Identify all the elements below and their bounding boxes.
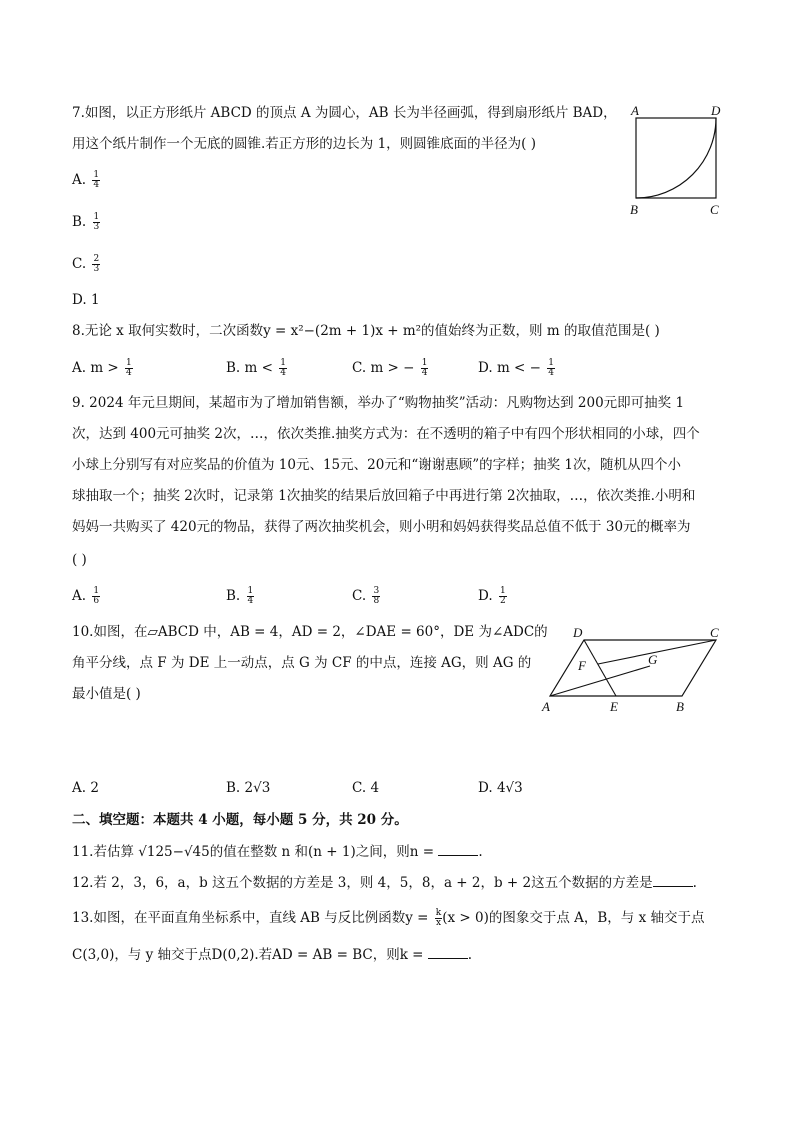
q7-square-figure	[625, 100, 735, 225]
fraction	[547, 359, 555, 378]
fraction	[92, 255, 100, 274]
q13-text-b: (x > 0)的图象交于点 A，B，与 x 轴交于点	[442, 910, 705, 926]
q9-line3: 小球上分别写有对应奖品的价值为 10元、15元、20元和“谢谢惠顾”的字样；抽奖 1次，随机从四个小	[72, 457, 682, 473]
q12-line	[72, 872, 697, 893]
numerator: 1	[548, 358, 554, 368]
answer-blank[interactable]	[428, 944, 468, 959]
q9-option-b[interactable]	[226, 586, 254, 606]
numerator: 1	[421, 358, 428, 368]
option-letter: D.	[478, 360, 493, 376]
q7-option-b[interactable]	[72, 212, 100, 232]
q10-option-a[interactable]	[72, 778, 99, 798]
numerator: k	[435, 908, 442, 918]
option-letter: C.	[352, 780, 367, 796]
option-letter: A.	[72, 172, 87, 188]
q8-option-d[interactable]	[478, 358, 555, 378]
option-letter: B.	[226, 780, 241, 796]
denominator: x	[435, 918, 442, 928]
q9-line4: 球抽取一个；抽奖 2次时，记录第 1次抽奖的结果后放回箱子中再进行第 2次抽取，…，依次类推.小明和	[72, 488, 696, 504]
option-expr: m < −	[496, 360, 541, 376]
q8-option-a[interactable]	[72, 358, 133, 378]
q11-line	[72, 841, 483, 862]
fraction	[279, 359, 287, 378]
label-g: G	[648, 652, 658, 667]
q7-option-c[interactable]	[72, 254, 100, 274]
option-letter: D.	[72, 292, 87, 308]
answer-blank[interactable]	[653, 872, 693, 887]
q13-text-c: C(3,0)，与 y 轴交于点D(0,2).若AD = AB = BC，则k =	[72, 947, 428, 963]
numerator: 1	[280, 358, 286, 368]
numerator: 1	[93, 586, 100, 596]
label-f: F	[578, 658, 586, 673]
label-c: C	[710, 625, 719, 640]
q11-end: .	[478, 844, 483, 860]
denominator: 2	[499, 596, 506, 606]
q12-text: 12.若 2，3，6，a，b 这五个数据的方差是 3，则 4，5，8，a + 2，b + 2这五个数据的方差是	[72, 875, 653, 891]
numerator: 3	[373, 586, 380, 596]
option-letter: A.	[72, 360, 87, 376]
option-letter: C.	[72, 256, 87, 272]
q11-text: 11.若估算 √125−√45的值在整数 n 和(n + 1)之间，则n =	[72, 844, 439, 860]
q9-line2: 次，达到 400元可抽奖 2次，…，依次类推.抽奖方式为：在不透明的箱子中有四个形状相同的小球，四个	[72, 426, 700, 442]
fraction	[247, 587, 255, 606]
q10-line1: 10.如图，在▱ABCD 中，AB = 4，AD = 2，∠DAE = 60°，DE 为∠ADC的	[72, 624, 548, 640]
segment-de	[584, 640, 616, 696]
option-value: 2	[90, 780, 99, 796]
q8-option-b[interactable]	[226, 358, 287, 378]
fraction	[92, 171, 100, 190]
q13-line2	[72, 944, 472, 965]
numerator: 2	[93, 254, 100, 264]
option-expr: m > −	[370, 360, 415, 376]
option-value: 2√3	[244, 780, 271, 796]
q7-option-a[interactable]	[72, 170, 100, 190]
fraction	[93, 213, 101, 232]
numerator: 1	[93, 170, 100, 180]
option-expr: m >	[90, 360, 119, 376]
denominator: 8	[373, 596, 380, 606]
parallelogram-abcd	[550, 640, 716, 696]
fraction	[125, 359, 133, 378]
q13-line1	[72, 908, 705, 928]
option-value: 1	[90, 292, 100, 308]
option-value: 4√3	[496, 780, 523, 796]
q10-line2: 角平分线，点 F 为 DE 上一动点，点 G 为 CF 的中点，连接 AG，则 AG 的	[72, 655, 532, 671]
q13-text-a: 13.如图，在平面直角坐标系中，直线 AB 与反比例函数y =	[72, 910, 433, 926]
q9-option-a[interactable]	[72, 586, 100, 606]
q9-option-c[interactable]	[352, 586, 380, 606]
numerator: 1	[93, 212, 100, 222]
q8-line1: 8.无论 x 取何实数时，二次函数y = x²−(2m + 1)x + m²的值始终为正数，则 m 的取值范围是( )	[72, 323, 660, 339]
answer-blank[interactable]	[438, 841, 478, 856]
option-letter: B.	[226, 588, 241, 604]
q10-option-d[interactable]	[478, 778, 523, 798]
label-b: B	[630, 202, 638, 217]
label-d: D	[573, 625, 583, 640]
fraction	[92, 587, 100, 606]
q12-end: .	[692, 875, 697, 891]
option-letter: D.	[478, 588, 493, 604]
q10-option-b[interactable]	[226, 778, 270, 798]
square-abcd	[636, 118, 716, 198]
q7-line2: 用这个纸片制作一个无底的圆锥.若正方形的边长为 1，则圆锥底面的半径为( )	[72, 136, 536, 152]
option-value: 4	[370, 780, 380, 796]
option-expr: m <	[244, 360, 273, 376]
denominator: 3	[93, 264, 100, 274]
option-letter: A.	[72, 588, 87, 604]
option-letter: B.	[72, 214, 87, 230]
q9-line5: 妈妈一共购买了 420元的物品，获得了两次抽奖机会，则小明和妈妈获得奖品总值不低于 30元的概率为	[72, 519, 691, 535]
option-letter: C.	[352, 588, 367, 604]
q9-option-d[interactable]	[478, 586, 507, 606]
option-letter: B.	[226, 360, 241, 376]
label-c: C	[710, 202, 719, 217]
q10-parallelogram-figure	[536, 622, 736, 714]
q10-option-c[interactable]	[352, 778, 379, 798]
q7-line1: 7.如图，以正方形纸片 ABCD 的顶点 A 为圆心，AB 长为半径画弧，得到扇形纸片 BAD，	[72, 105, 617, 121]
q9-line1: 9. 2024 年元旦期间，某超市为了增加销售额，举办了“购物抽奖”活动：凡购物达到 200元即可抽奖 1	[72, 395, 685, 411]
q8-option-c[interactable]	[352, 358, 428, 378]
denominator: 4	[280, 368, 286, 378]
option-letter: C.	[352, 360, 367, 376]
denominator: 4	[421, 368, 428, 378]
option-letter: A.	[72, 780, 87, 796]
label-a: A	[542, 699, 550, 714]
q7-option-d[interactable]	[72, 290, 100, 310]
q9-line6: ( )	[72, 552, 87, 568]
label-e: E	[610, 699, 618, 714]
numerator: 1	[499, 586, 506, 596]
q10-line3: 最小值是( )	[72, 686, 141, 702]
arc-bd	[636, 118, 716, 198]
fraction	[421, 359, 429, 378]
fraction	[372, 587, 380, 606]
denominator: 4	[126, 368, 132, 378]
section-title: 二、填空题：本题共 4 小题，每小题 5 分，共 20 分。	[72, 812, 408, 828]
option-letter: D.	[478, 780, 493, 796]
label-d: D	[711, 103, 721, 118]
denominator: 6	[93, 596, 100, 606]
numerator: 1	[247, 586, 254, 596]
numerator: 1	[126, 358, 132, 368]
denominator: 4	[548, 368, 554, 378]
label-a: A	[631, 103, 639, 118]
denominator: 4	[93, 180, 100, 190]
denominator: 3	[93, 222, 100, 232]
label-b: B	[676, 699, 684, 714]
denominator: 4	[247, 596, 254, 606]
q13-end: .	[467, 947, 473, 963]
fraction	[499, 587, 507, 606]
